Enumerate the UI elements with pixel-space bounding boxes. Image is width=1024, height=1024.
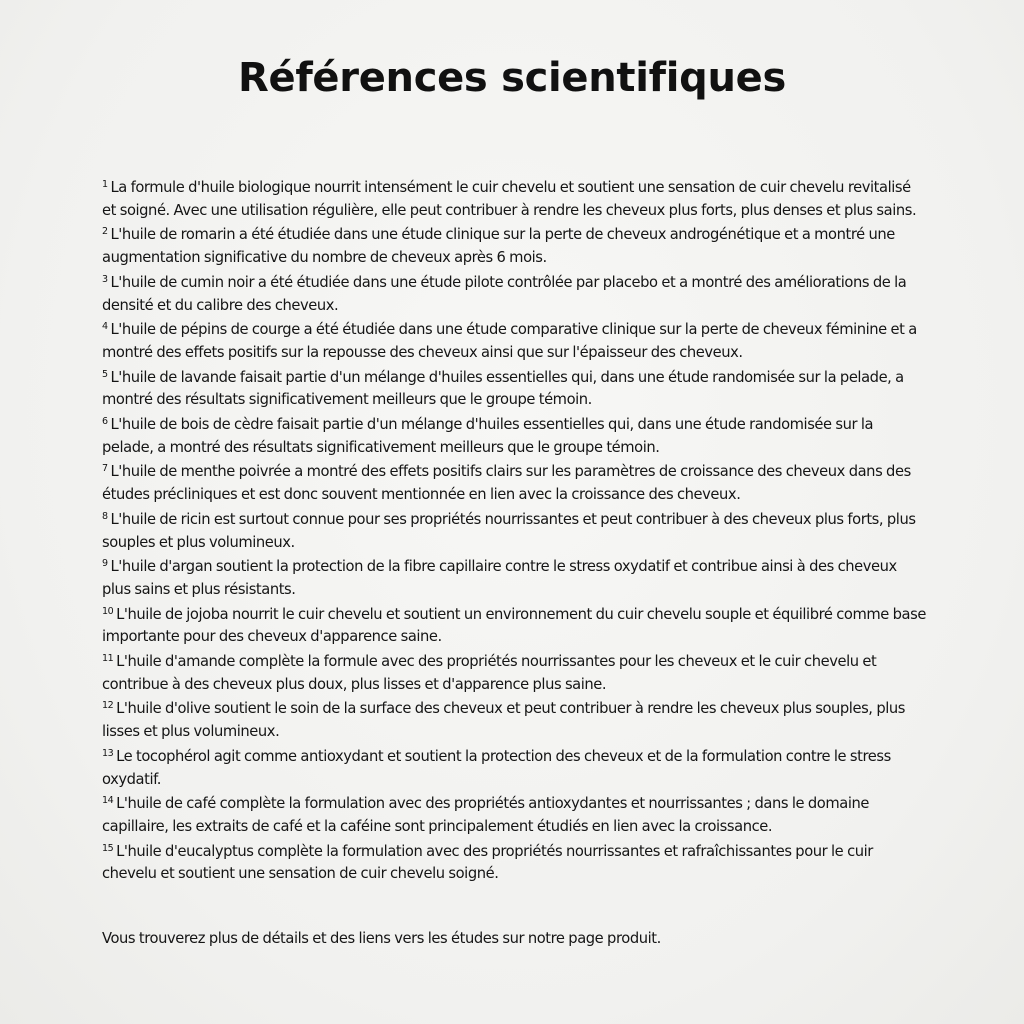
reference-number: 2	[102, 226, 108, 238]
reference-text: L'huile de ricin est surtout connue pour ses propriétés nourrissantes et peut contribuer à des cheveux plus forts, plus souples et plus volumineux.	[102, 509, 916, 551]
reference-text: L'huile de romarin a été étudiée dans une étude clinique sur la perte de cheveux androgénétique et a montré une augmentation significative du nombre de cheveux après 6 mois.	[102, 225, 895, 267]
reference-number: 15	[102, 842, 114, 854]
reference-item	[102, 743, 928, 790]
reference-item	[102, 648, 928, 695]
reference-text: L'huile de lavande faisait partie d'un mélange d'huiles essentielles qui, dans une étude randomisée sur la pelade, a montré des résultats significativement meilleurs que le groupe témoin.	[102, 367, 904, 409]
reference-item	[102, 221, 928, 268]
reference-number: 13	[102, 747, 114, 759]
reference-item	[102, 601, 928, 648]
reference-text: L'huile d'olive soutient le soin de la surface des cheveux et peut contribuer à rendre les cheveux plus souples, plus lisses et plus volumineux.	[102, 699, 905, 741]
reference-list	[102, 174, 928, 885]
reference-item	[102, 364, 928, 411]
reference-number: 14	[102, 795, 114, 807]
reference-number: 4	[102, 321, 108, 333]
reference-number: 1	[102, 179, 108, 190]
reference-number: 6	[102, 416, 108, 428]
reference-text: L'huile d'amande complète la formule avec des propriétés nourrissantes pour les cheveux et le cuir chevelu et contribue à des cheveux plus doux, plus lisses et d'apparence plus saine.	[102, 652, 877, 693]
reference-number: 11	[102, 653, 114, 665]
reference-item	[102, 553, 928, 600]
reference-item	[102, 316, 928, 363]
reference-text: L'huile de pépins de courge a été étudiée dans une étude comparative clinique sur la perte de cheveux féminine et a montré des effets positifs sur la repousse des cheveux ainsi que sur l'épaisseur des cheveux.	[102, 320, 917, 361]
reference-text: L'huile de bois de cèdre faisait partie d'un mélange d'huiles essentielles qui, dans une étude randomisée sur la pelade, a montré des résultats significativement meilleurs que le groupe témoin.	[102, 415, 874, 456]
reference-item	[102, 506, 928, 553]
reference-item	[102, 790, 928, 837]
reference-item	[102, 269, 928, 316]
reference-item	[102, 838, 928, 885]
reference-number: 8	[102, 510, 108, 522]
reference-text: L'huile d'eucalyptus complète la formulation avec des propriétés nourrissantes et rafraîchissantes pour le cuir chevelu et soutient une sensation de cuir chevelu soigné.	[102, 841, 873, 883]
reference-item	[102, 458, 928, 505]
footer-note: Vous trouverez plus de détails et des liens vers les études sur notre page produit.	[102, 929, 661, 947]
reference-item	[102, 411, 928, 458]
reference-number: 5	[102, 368, 108, 380]
page-title: Références scientifiques	[238, 55, 786, 101]
reference-text: L'huile de menthe poivrée a montré des effets positifs clairs sur les paramètres de croissance des cheveux dans des études précliniques et est donc souvent mentionnée en lien avec la croissance des cheveux.	[102, 462, 911, 504]
reference-number: 12	[102, 700, 114, 712]
reference-item	[102, 695, 928, 742]
reference-text: L'huile de cumin noir a été étudiée dans une étude pilote contrôlée par placebo et a montré des améliorations de la densité et du calibre des cheveux.	[102, 272, 907, 314]
reference-text: L'huile de café complète la formulation avec des propriétés antioxydantes et nourrissantes ; dans le domaine capillaire, les extraits de café et la caféine sont principalement étudiés en lien avec la croissance.	[102, 794, 869, 835]
reference-text: L'huile d'argan soutient la protection de la fibre capillaire contre le stress oxydatif et contribue ainsi à des cheveux plus sains et plus résistants.	[102, 557, 897, 598]
reference-number: 9	[102, 558, 108, 570]
reference-number: 10	[102, 605, 114, 617]
reference-item	[102, 174, 928, 221]
reference-text: La formule d'huile biologique nourrit intensément le cuir chevelu et soutient une sensation de cuir chevelu revitalisé et soigné. Avec une utilisation régulière, elle peut contribuer à rendre les cheveux plus forts, plus denses et plus sains.	[102, 178, 917, 219]
reference-text: L'huile de jojoba nourrit le cuir chevelu et soutient un environnement du cuir chevelu souple et équilibré comme base importante pour des cheveux d'apparence saine.	[102, 604, 926, 646]
reference-text: Le tocophérol agit comme antioxydant et soutient la protection des cheveux et de la formulation contre le stress oxydatif.	[102, 746, 891, 788]
reference-number: 7	[102, 463, 108, 475]
reference-number: 3	[102, 273, 108, 285]
